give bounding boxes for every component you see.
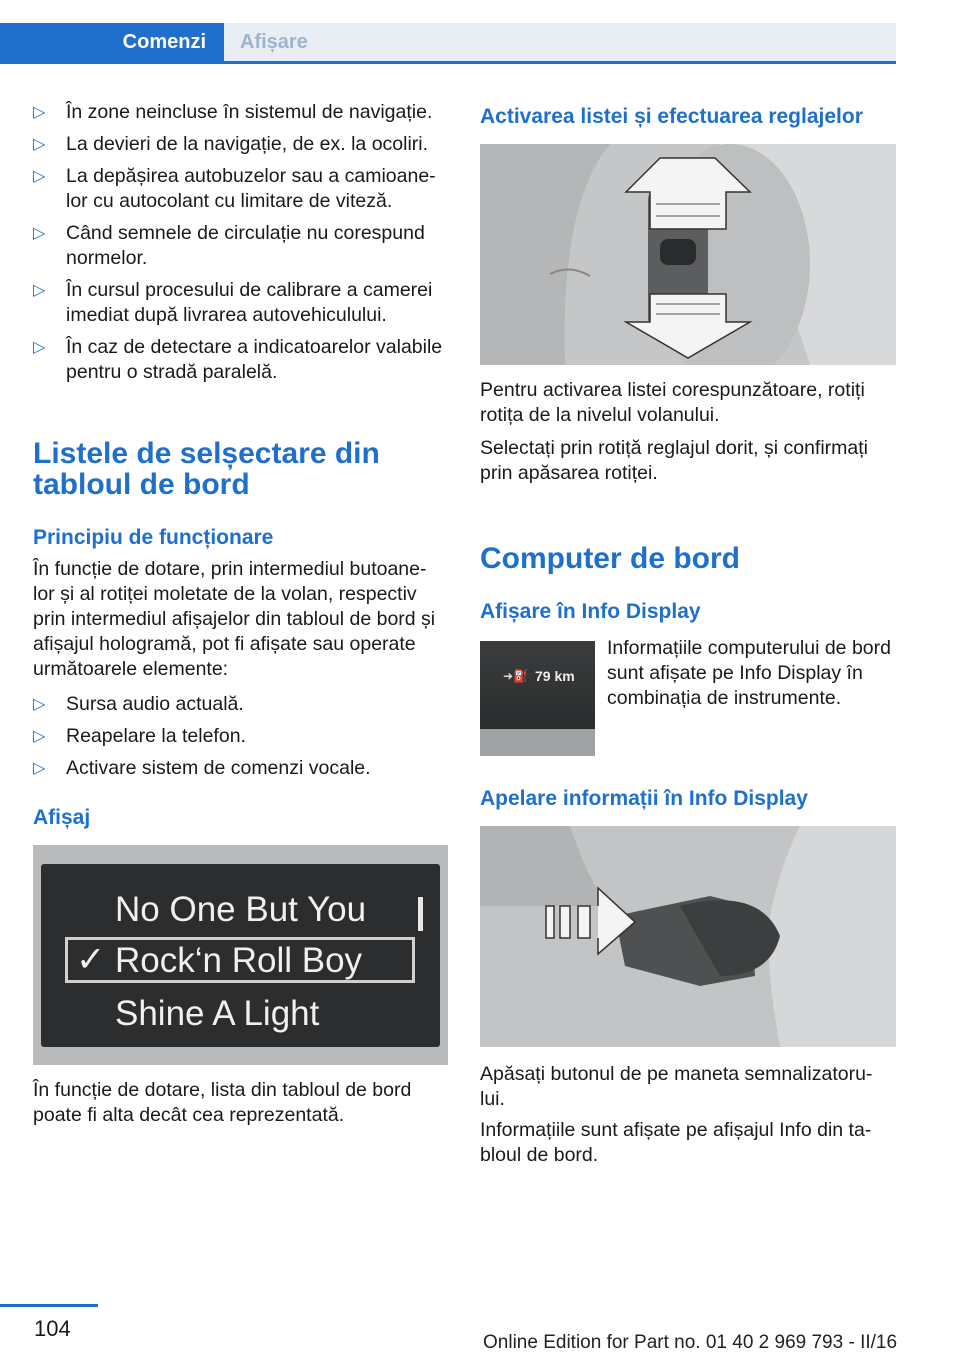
triangle-bullet-icon: ▷ xyxy=(33,696,46,713)
header-underline xyxy=(0,61,896,64)
turn-signal-stalk-image xyxy=(480,826,896,1047)
triangle-bullet-icon: ▷ xyxy=(33,339,46,356)
list-item: ▷ În caz de detectare a indicatoarelor valabile pentru o stradă paralelă. xyxy=(33,336,443,383)
info-display-image xyxy=(480,641,595,756)
principle-paragraph: În funcție de dotare, prin intermediul butoane‐lor și al rotiței moletate de la volan, respectiv prin intermediul afișajelor din tabloul de bord și afișajul hologramă, pot fi afișate sau operate următoarele elemente: xyxy=(33,558,436,680)
tab-afisare[interactable] xyxy=(224,23,896,61)
bullet-list-elements xyxy=(33,692,448,788)
subsection-display: Afișaj xyxy=(33,806,91,829)
activate-paragraph-1: Pentru activarea listei corespunzătoare, rotiți rotița de la nivelul volanului. xyxy=(480,379,865,426)
section-title-computer: Computer de bord xyxy=(480,542,740,575)
page-number: 104 xyxy=(34,1316,71,1341)
fuel-pump-icon: ➜⛽ xyxy=(503,669,528,683)
activate-paragraph-2: Selectați prin rotiță reglajul dorit, și confirmați prin apăsarea rotiței. xyxy=(480,437,868,484)
call-paragraph-1: Apăsați butonul de pe maneta semnalizatoru‐lui. xyxy=(480,1063,873,1110)
scroll-indicator xyxy=(418,897,423,931)
list-item: ▷ La devieri de la navigație, de ex. la ocoliri. xyxy=(33,133,429,155)
triangle-bullet-icon: ▷ xyxy=(33,136,46,153)
activate-title: Activarea listei și efectuarea reglajelor xyxy=(480,105,863,128)
triangle-bullet-icon: ▷ xyxy=(33,225,46,242)
steering-wheel-image xyxy=(480,144,896,365)
list-item: ▷ Sursa audio actuală. xyxy=(33,693,244,715)
steering-wheel-illustration xyxy=(480,144,896,365)
triangle-bullet-icon: ▷ xyxy=(33,282,46,299)
bullet-list-top xyxy=(33,100,448,385)
list-item: ▷ La depășirea autobuzelor sau a camioane‐lor cu autocolant cu limitare de viteză. xyxy=(33,165,436,212)
footer-accent-line xyxy=(0,1304,98,1307)
subsection-principle: Principiu de funcționare xyxy=(33,526,274,549)
display-screen xyxy=(41,864,440,1047)
tab-afisare-label: Afișare xyxy=(240,30,308,53)
tab-comenzi[interactable] xyxy=(0,23,224,61)
list-item: ▷ Reapelare la telefon. xyxy=(33,725,246,747)
subsection-call-info: Apelare informații în Info Display xyxy=(480,787,808,810)
call-paragraph-2: Informațiile sunt afișate pe afișajul Info din ta‐bloul de bord. xyxy=(480,1119,872,1166)
stalk-illustration xyxy=(480,826,896,1047)
display-list-image xyxy=(33,845,448,1065)
header-tabs xyxy=(0,23,896,63)
left-column xyxy=(33,100,448,392)
triangle-bullet-icon: ▷ xyxy=(33,728,46,745)
list-item: ▷ Activare sistem de comenzi vocale. xyxy=(33,757,371,779)
tab-comenzi-label: Comenzi xyxy=(122,30,206,53)
info-display-screen xyxy=(480,641,595,729)
range-readout: 79 km xyxy=(535,668,575,684)
display-selection-box xyxy=(65,937,415,983)
footer-edition: Online Edition for Part no. 01 40 2 969 793 - II/16 xyxy=(483,1332,898,1353)
list-item: ▷ În cursul procesului de calibrare a camerei imediat după livrarea autovehiculului. xyxy=(33,279,433,326)
display-caption: În funcție de dotare, lista din tabloul de bord poate fi alta decât cea reprezentată. xyxy=(33,1079,412,1126)
triangle-bullet-icon: ▷ xyxy=(33,104,46,121)
info-paragraph: Informațiile computerului de bord sunt afișate pe Info Display în combinația de instrumente. xyxy=(607,637,891,709)
list-item: ▷ Când semnele de circulație nu corespund normelor. xyxy=(33,222,425,269)
checkmark-icon: ✓ xyxy=(76,940,106,979)
display-item-1: No One But You xyxy=(115,890,367,929)
subsection-info-display: Afișare în Info Display xyxy=(480,600,701,623)
list-item: ▷ În zone neincluse în sistemul de navigație. xyxy=(33,101,433,123)
display-item-3: Shine A Light xyxy=(115,994,320,1033)
triangle-bullet-icon: ▷ xyxy=(33,168,46,185)
display-item-2: Rock‘n Roll Boy xyxy=(115,941,363,980)
section-title-lists: Listele de selșectare din tabloul de bord xyxy=(33,437,380,501)
triangle-bullet-icon: ▷ xyxy=(33,760,46,777)
